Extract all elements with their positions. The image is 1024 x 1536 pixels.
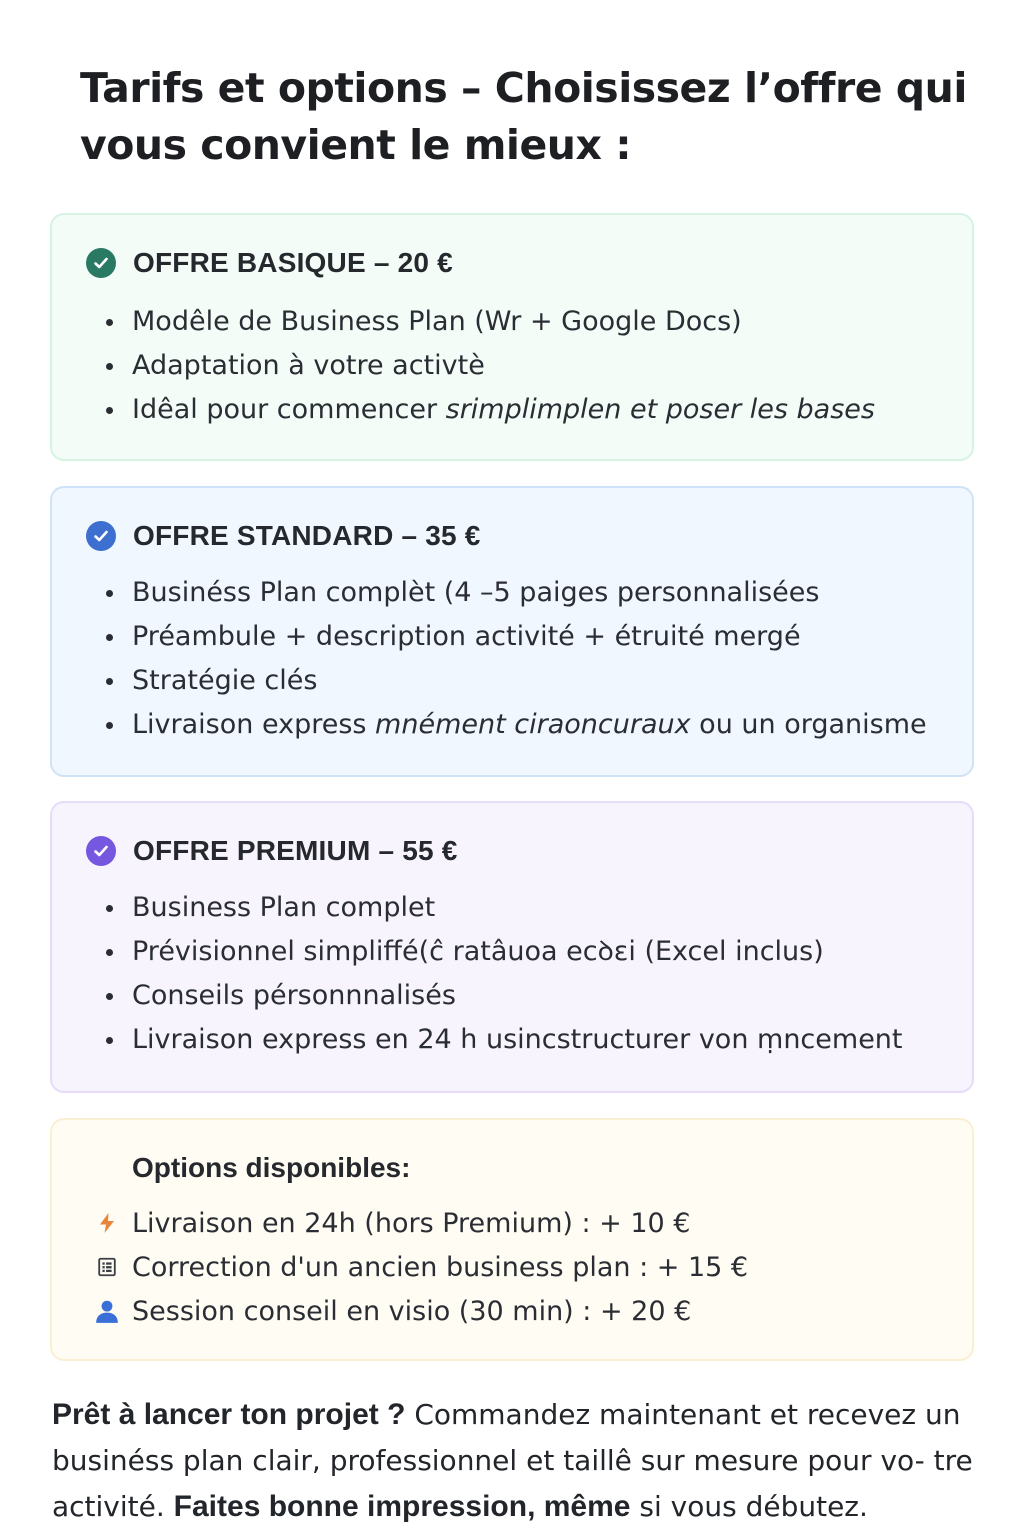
feature-list-standard	[52, 571, 927, 747]
feature-text: Idêal pour commencer	[132, 394, 446, 425]
offer-card-premium	[50, 801, 974, 1093]
feature-item	[52, 703, 927, 747]
feature-item	[52, 1018, 903, 1062]
feature-item	[52, 615, 927, 659]
option-item	[52, 1201, 748, 1245]
feature-text: Livraison express en 24 h usincstructurer von ṃncement	[132, 1024, 903, 1055]
check-circle-icon	[86, 521, 116, 551]
call-to-action	[52, 1392, 982, 1530]
feature-text-italic: mnément ciraoncuraux	[375, 709, 691, 740]
offer-title-basic: OFFRE BASIQUE – 20 €	[133, 247, 453, 278]
options-list	[52, 1201, 748, 1333]
options-card	[50, 1118, 974, 1361]
feature-text: Conseils pérsonnnalisés	[132, 980, 456, 1011]
feature-item	[52, 571, 927, 615]
page-title	[80, 60, 980, 174]
cta-bold-emphasis: Faites bonne impression, même	[173, 1490, 631, 1523]
offer-card-basic	[50, 213, 974, 461]
feature-item	[52, 388, 875, 432]
offer-card-standard	[50, 486, 974, 777]
cta-text: Commandez maintenant et recevez un businéss plan clair, professionnel et taillê sur mesure pour vo- tre activité.	[52, 1398, 973, 1523]
feature-item	[52, 659, 927, 703]
cta-text-end: si vous débutez.	[630, 1490, 868, 1523]
feature-text: Adaptation à votre activtè	[132, 350, 485, 381]
option-text: Correction d'un ancien business plan : + 15 €	[132, 1251, 749, 1283]
feature-text: Livraison express	[132, 709, 376, 740]
feature-text: Stratégie clés	[132, 665, 318, 696]
page-title-rest: – Choisissez l’offre qui vous convient le mieux :	[80, 64, 967, 169]
offer-title-premium: OFFRE PREMIUM – 55 €	[133, 835, 458, 866]
feature-text: Modêle de Business Plan (Wr + Google Docs)	[132, 306, 742, 337]
lightning-icon	[92, 1208, 122, 1238]
feature-text: Business Plan complet	[132, 892, 436, 923]
offer-header-basic	[86, 247, 453, 279]
feature-list-premium	[52, 886, 903, 1062]
offer-header-premium	[86, 835, 458, 867]
feature-item	[52, 974, 903, 1018]
feature-text-after: ou un organisme	[690, 709, 927, 740]
option-item	[52, 1245, 748, 1289]
check-circle-icon	[86, 836, 116, 866]
feature-text-italic: srimplimplen et poser les bases	[445, 394, 875, 425]
feature-item	[52, 930, 903, 974]
feature-list-basic	[52, 300, 875, 432]
person-icon	[92, 1296, 122, 1326]
feature-item	[52, 886, 903, 930]
feature-text: Prévisionnel simpliffé(ĉ ratâuoa ecꝺɛi (Excel inclus)	[132, 936, 824, 967]
offer-header-standard	[86, 520, 481, 552]
page-title-strong: Tarifs et options	[80, 64, 448, 112]
document-list-icon	[92, 1252, 122, 1282]
options-title: Options disponibles:	[132, 1152, 411, 1183]
feature-item	[52, 300, 875, 344]
feature-text: Préambule + description activité + étruité mergé	[132, 621, 801, 652]
feature-text: Businéss Plan complèt (4 –5 paiges personnalisées	[132, 577, 820, 608]
option-item	[52, 1289, 748, 1333]
option-text: Session conseil en visio (30 min) : + 20 €	[132, 1295, 692, 1327]
cta-bold-lead: Prêt à lancer ton projet ?	[52, 1398, 406, 1431]
option-text: Livraison en 24h (hors Premium) : + 10 €	[132, 1207, 691, 1239]
offer-title-standard: OFFRE STANDARD – 35 €	[133, 520, 481, 551]
check-circle-icon	[86, 248, 116, 278]
feature-item	[52, 344, 875, 388]
